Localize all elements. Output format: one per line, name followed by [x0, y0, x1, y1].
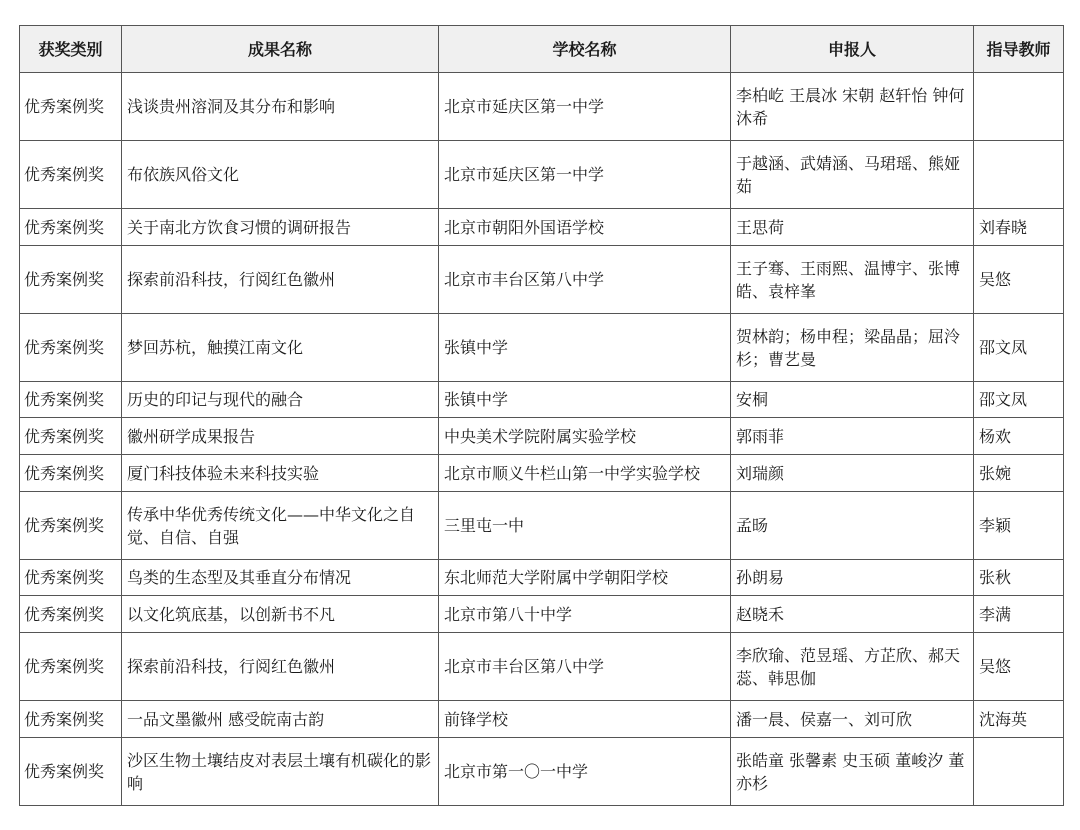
applicants-cell: 郭雨菲: [731, 418, 974, 455]
header-advisor: 指导教师: [974, 26, 1064, 73]
award-category-cell: 优秀案例奖: [20, 455, 122, 492]
award-category-cell: 优秀案例奖: [20, 492, 122, 560]
applicants-cell: 刘瑞颜: [731, 455, 974, 492]
advisor-cell: 吴悠: [974, 246, 1064, 314]
school-name-cell: 北京市延庆区第一中学: [439, 141, 731, 209]
applicants-cell: 张皓童 张馨素 史玉硕 董峻汐 董亦杉: [731, 738, 974, 806]
project-title-cell: 梦回苏杭，触摸江南文化: [122, 314, 439, 382]
table-row: [20, 73, 1064, 141]
advisor-cell: 沈海英: [974, 701, 1064, 738]
table-row: [20, 633, 1064, 701]
project-title-cell: 鸟类的生态型及其垂直分布情况: [122, 560, 439, 596]
school-name-cell: 三里屯一中: [439, 492, 731, 560]
award-category-cell: 优秀案例奖: [20, 560, 122, 596]
project-title-cell: 徽州研学成果报告: [122, 418, 439, 455]
applicants-cell: 贺林韵；杨申程；梁晶晶；屈泠杉；曹艺曼: [731, 314, 974, 382]
award-category-cell: 优秀案例奖: [20, 418, 122, 455]
table-row: [20, 209, 1064, 246]
applicants-cell: 孟旸: [731, 492, 974, 560]
applicants-cell: 潘一晨、侯嘉一、刘可欣: [731, 701, 974, 738]
advisor-cell: [974, 738, 1064, 806]
school-name-cell: 前锋学校: [439, 701, 731, 738]
project-title-cell: 沙区生物土壤结皮对表层土壤有机碳化的影响: [122, 738, 439, 806]
table-row: [20, 382, 1064, 418]
advisor-cell: 李颖: [974, 492, 1064, 560]
table-row: [20, 141, 1064, 209]
applicants-cell: 于越涵、武婧涵、马珺瑶、熊娅茹: [731, 141, 974, 209]
advisor-cell: 杨欢: [974, 418, 1064, 455]
applicants-cell: 孙朗易: [731, 560, 974, 596]
project-title-cell: 厦门科技体验未来科技实验: [122, 455, 439, 492]
project-title-cell: 一品文墨徽州 感受皖南古韵: [122, 701, 439, 738]
project-title-cell: 布依族风俗文化: [122, 141, 439, 209]
advisor-cell: 张秋: [974, 560, 1064, 596]
header-award-category: 获奖类别: [20, 26, 122, 73]
applicants-cell: 赵晓禾: [731, 596, 974, 633]
project-title-cell: 探索前沿科技，行阅红色徽州: [122, 246, 439, 314]
school-name-cell: 北京市第八十中学: [439, 596, 731, 633]
award-category-cell: 优秀案例奖: [20, 596, 122, 633]
project-title-cell: 关于南北方饮食习惯的调研报告: [122, 209, 439, 246]
school-name-cell: 北京市丰台区第八中学: [439, 246, 731, 314]
school-name-cell: 东北师范大学附属中学朝阳学校: [439, 560, 731, 596]
applicants-cell: 安桐: [731, 382, 974, 418]
school-name-cell: 中央美术学院附属实验学校: [439, 418, 731, 455]
award-category-cell: 优秀案例奖: [20, 141, 122, 209]
awards-table: [19, 25, 1064, 806]
table-row: [20, 314, 1064, 382]
school-name-cell: 张镇中学: [439, 314, 731, 382]
advisor-cell: 吴悠: [974, 633, 1064, 701]
school-name-cell: 北京市延庆区第一中学: [439, 73, 731, 141]
award-category-cell: 优秀案例奖: [20, 246, 122, 314]
advisor-cell: 张婉: [974, 455, 1064, 492]
advisor-cell: [974, 73, 1064, 141]
award-category-cell: 优秀案例奖: [20, 738, 122, 806]
school-name-cell: 北京市第一〇一中学: [439, 738, 731, 806]
table-row: [20, 701, 1064, 738]
project-title-cell: 历史的印记与现代的融合: [122, 382, 439, 418]
school-name-cell: 北京市朝阳外国语学校: [439, 209, 731, 246]
school-name-cell: 张镇中学: [439, 382, 731, 418]
table-row: [20, 455, 1064, 492]
table-row: [20, 596, 1064, 633]
advisor-cell: 邵文凤: [974, 314, 1064, 382]
advisor-cell: 刘春晓: [974, 209, 1064, 246]
project-title-cell: 以文化筑底基，以创新书不凡: [122, 596, 439, 633]
award-category-cell: 优秀案例奖: [20, 633, 122, 701]
table-header-row: [20, 26, 1064, 73]
project-title-cell: 传承中华优秀传统文化——中华文化之自觉、自信、自强: [122, 492, 439, 560]
header-project-title: 成果名称: [122, 26, 439, 73]
award-category-cell: 优秀案例奖: [20, 382, 122, 418]
school-name-cell: 北京市顺义牛栏山第一中学实验学校: [439, 455, 731, 492]
table-row: [20, 418, 1064, 455]
table-row: [20, 560, 1064, 596]
advisor-cell: [974, 141, 1064, 209]
project-title-cell: 探索前沿科技，行阅红色徽州: [122, 633, 439, 701]
award-category-cell: 优秀案例奖: [20, 314, 122, 382]
school-name-cell: 北京市丰台区第八中学: [439, 633, 731, 701]
applicants-cell: 李欣瑜、范昱瑶、方芷欣、郝天蕊、韩思伽: [731, 633, 974, 701]
applicants-cell: 王子骞、王雨熙、温博宇、张博皓、袁梓峯: [731, 246, 974, 314]
table-row: [20, 246, 1064, 314]
award-category-cell: 优秀案例奖: [20, 209, 122, 246]
header-school-name: 学校名称: [439, 26, 731, 73]
advisor-cell: 邵文凤: [974, 382, 1064, 418]
table-row: [20, 738, 1064, 806]
project-title-cell: 浅谈贵州溶洞及其分布和影响: [122, 73, 439, 141]
award-category-cell: 优秀案例奖: [20, 73, 122, 141]
applicants-cell: 李柏屹 王晨冰 宋朝 赵轩怡 钟何沐希: [731, 73, 974, 141]
advisor-cell: 李满: [974, 596, 1064, 633]
table-row: [20, 492, 1064, 560]
header-applicants: 申报人: [731, 26, 974, 73]
award-category-cell: 优秀案例奖: [20, 701, 122, 738]
applicants-cell: 王思荷: [731, 209, 974, 246]
